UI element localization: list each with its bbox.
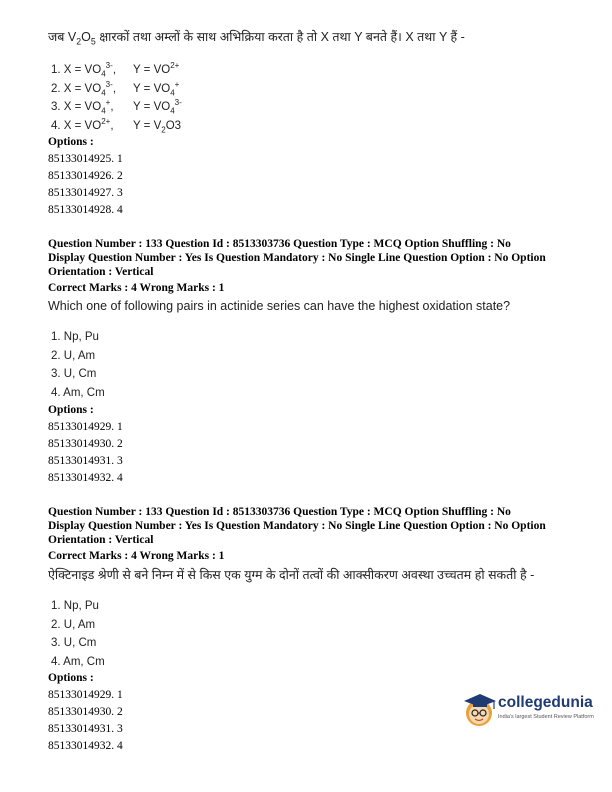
opt-x-sup: 3- [105,61,113,71]
option-item: 4. Am, Cm [51,655,105,668]
option-item [48,117,582,136]
marks-line: Correct Marks : 4 Wrong Marks : 1 [48,282,225,294]
opt-x-post: , [110,101,114,113]
option-item: 4. Am, Cm [51,386,105,399]
option-list-3 [48,597,582,671]
option-id: 85133014929. 1 [48,421,123,433]
opt-x: 3. X = VO [51,101,102,113]
opt-x-sup: 3- [105,79,113,89]
header-line: Display Question Number : Yes Is Question Mandatory : No Single Line Question Option : No Option [48,252,546,264]
option-id: 85133014930. 2 [48,438,123,450]
opt-y: Y = VO [133,82,171,95]
header-line: Question Number : 133 Question Id : 8513303736 Question Type : MCQ Option Shuffling : No [48,238,511,250]
opt-y-post: O3 [165,119,182,132]
opt-y-sub: 4 [170,87,175,97]
option-id: 85133014927. 3 [48,187,123,199]
option-id: 85133014926. 2 [48,170,123,182]
options-id-list-2 [48,402,582,487]
option-item [48,61,582,80]
options-id-list-1 [48,134,582,219]
header-line: Orientation : Vertical [48,266,154,278]
opt-x: 1. X = VO [51,64,102,76]
question-text-hindi-1 [48,28,582,46]
question-header-3 [48,505,582,563]
q1-sub-b: 5 [90,36,96,47]
option-id: 85133014931. 3 [48,455,123,467]
opt-x: 2. X = VO [51,82,102,95]
option-item: 3. U, Cm [51,368,97,380]
options-label: Options : [48,672,94,684]
option-id: 85133014932. 4 [48,472,123,484]
opt-x-post: , [112,82,117,95]
opt-y-sup: 2+ [170,61,180,71]
opt-y: Y = VO [133,101,171,113]
option-list-2 [48,328,582,402]
option-id: 85133014932. 4 [48,740,123,752]
opt-y-sup: 3- [174,98,182,108]
option-id: 85133014930. 2 [48,706,123,718]
option-id: 85133014925. 1 [48,153,123,165]
graduate-mascot-icon [462,691,498,729]
opt-x-sup: + [105,98,111,108]
q1-sub-a: 2 [76,36,82,47]
marks-line: Correct Marks : 4 Wrong Marks : 1 [48,550,225,562]
option-id: 85133014928. 4 [48,204,123,216]
opt-x-post: , [110,119,114,132]
logo-wordmark: collegedunia [498,694,593,711]
opt-y-sup: + [174,79,180,89]
opt-x-sub: 4 [101,69,106,79]
opt-x-sub: 4 [101,106,106,116]
option-id: 85133014931. 3 [48,723,123,735]
opt-x-post: , [112,64,117,76]
opt-y-sub: 2 [161,124,166,134]
option-item: 1. Np, Pu [51,331,99,343]
option-item [48,80,582,99]
q1-text-a: जब V [48,30,77,44]
header-line: Orientation : Vertical [48,534,154,546]
option-list-1 [48,61,582,135]
options-label: Options : [48,136,94,148]
option-item: 2. U, Am [51,618,96,631]
header-line: Question Number : 133 Question Id : 8513303736 Question Type : MCQ Option Shuffling : No [48,506,511,518]
options-label: Options : [48,404,94,416]
opt-x: 4. X = VO [51,119,102,132]
option-item: 1. Np, Pu [51,600,99,612]
header-line: Display Question Number : Yes Is Question Mandatory : No Single Line Question Option : No Option [48,520,546,532]
question-header-2 [48,237,582,295]
opt-y: Y = VO [133,64,171,76]
opt-y-sub: 4 [170,106,175,116]
option-id: 85133014929. 1 [48,689,123,701]
opt-x-sup: 2+ [101,116,111,126]
q1-text-b: O [81,30,91,44]
logo-tagline: India's largest Student Review Platform [498,714,594,720]
opt-y: Y = V [133,119,162,132]
q1-text-c: क्षारकों तथा अम्लों के साथ अभिक्रिया करता है तो X तथा Y बनते हैं। X तथा Y हैं - [95,30,465,44]
question-text-2: Which one of following pairs in actinide series can have the highest oxidation state? [48,299,511,313]
option-item: 3. U, Cm [51,637,97,649]
question-text-hindi-3: ऐक्टिनाइड श्रेणी से बने निम्न में से किस एक युग्म के दोनों तत्वों की आक्सीकरण अवस्था उच्चतम हो सकती है - [48,568,535,582]
collegedunia-logo [462,691,602,731]
option-item [48,98,582,117]
option-item: 2. U, Am [51,349,96,362]
opt-x-sub: 4 [101,87,106,97]
